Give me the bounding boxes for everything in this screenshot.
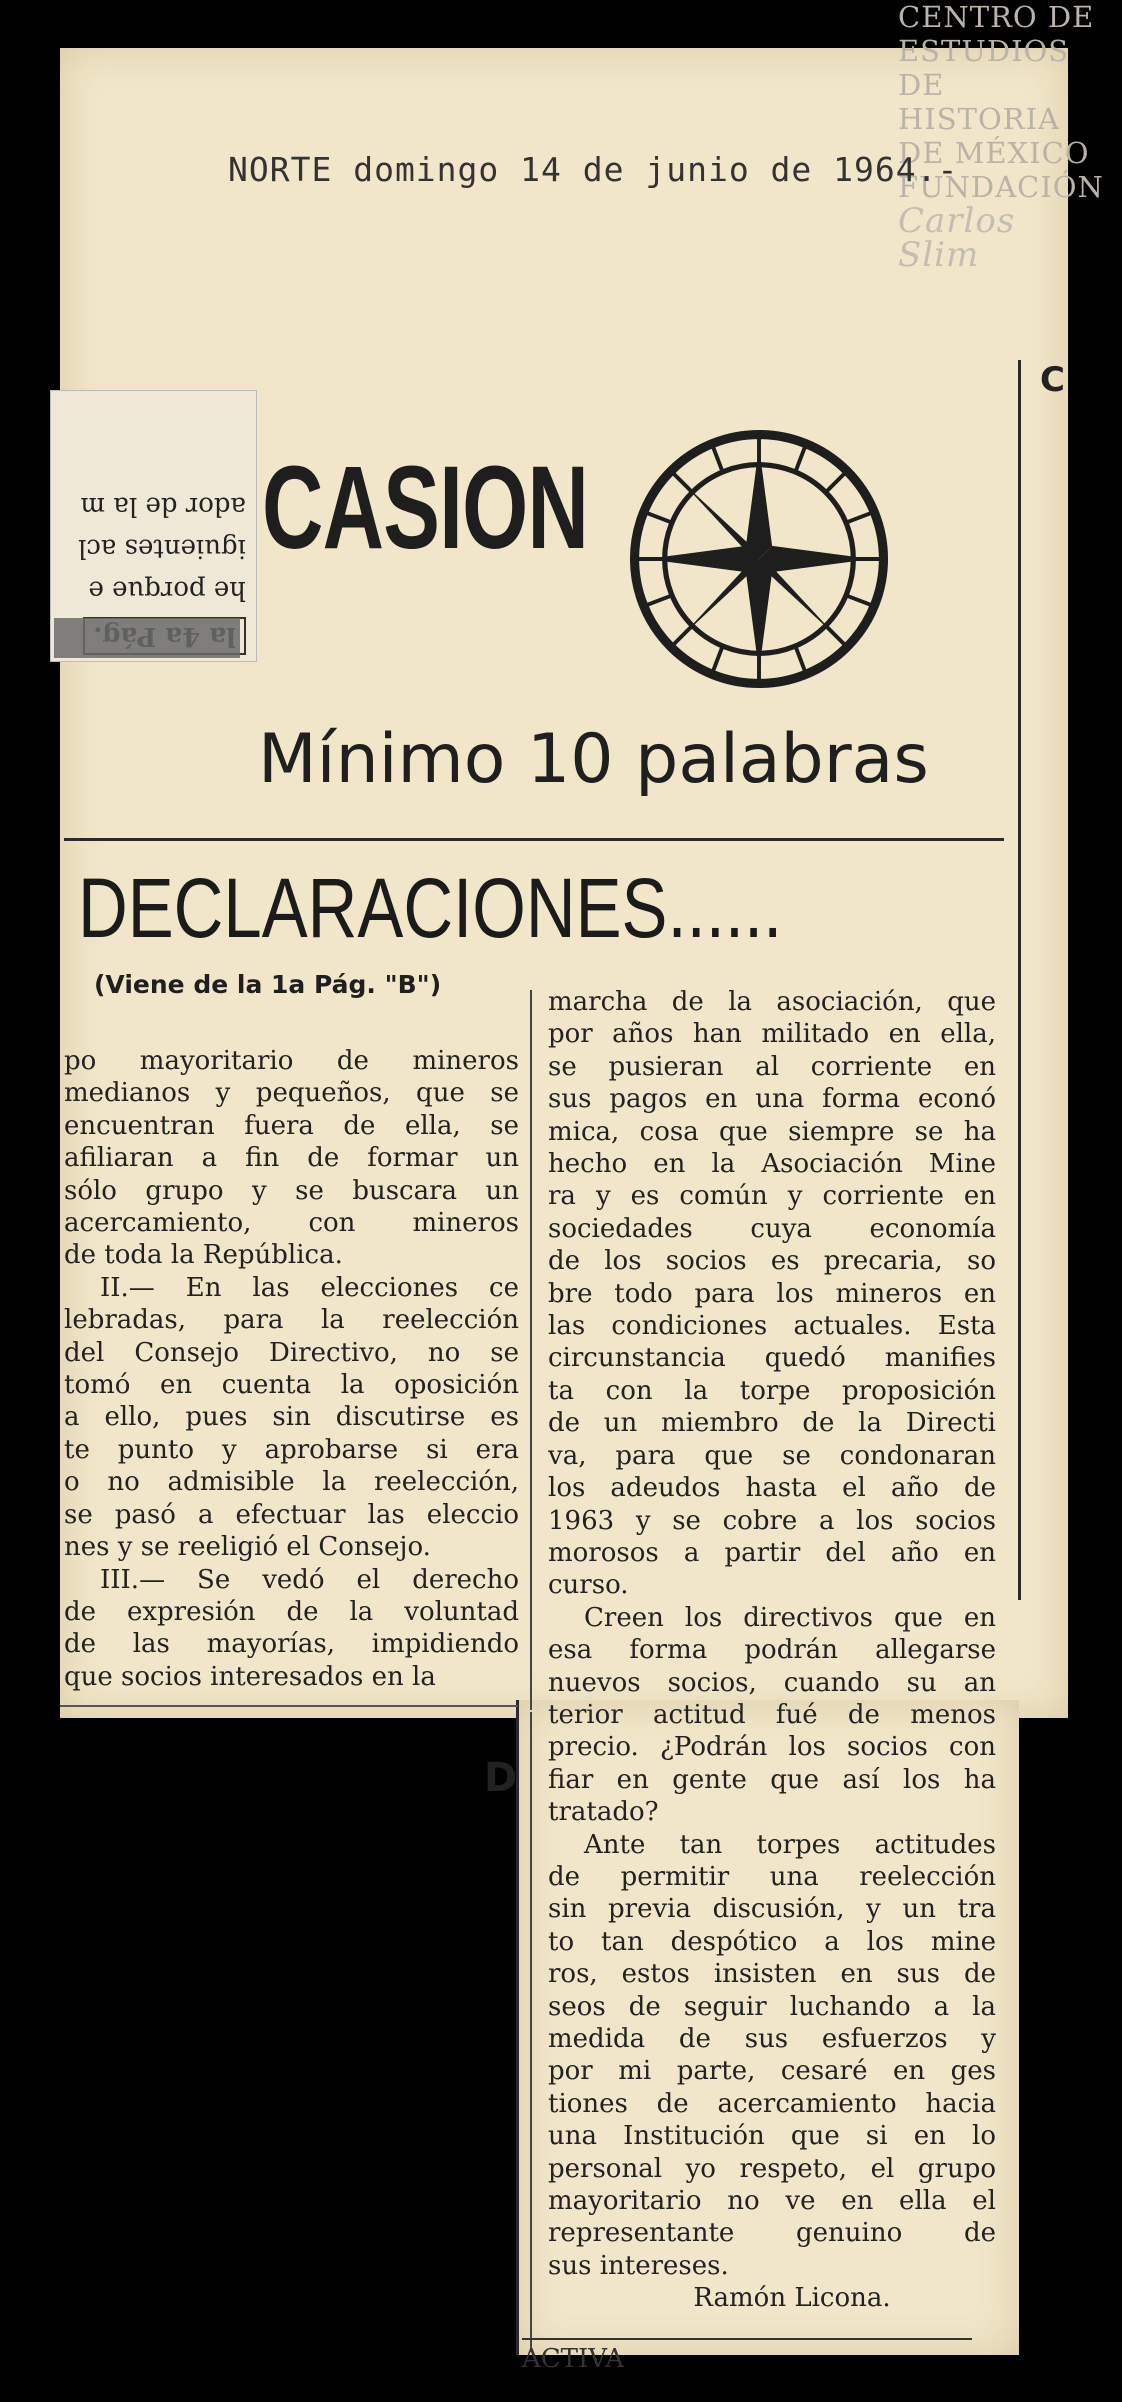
article-line: fiar en gente que así los ha — [548, 1764, 996, 1795]
article-line: precio. ¿Podrán los socios con — [548, 1732, 996, 1763]
article-line: curso. — [548, 1570, 629, 1601]
article-right-column — [548, 986, 996, 2315]
article-line: to tan despótico a los mine — [548, 1926, 996, 1957]
article-line: II.— En las elecciones ce — [100, 1272, 519, 1303]
article-line: del Consejo Directivo, no se — [64, 1337, 519, 1368]
article-line: por mi parte, cesaré en ges — [548, 2056, 996, 2087]
article-line: nuevos socios, cuando su an — [548, 1667, 996, 1698]
article-line: o no admisible la reelección, — [64, 1467, 519, 1498]
article-line: se pasó a efectuar las eleccio — [64, 1499, 519, 1530]
article-line: va, para que se condonaran — [548, 1440, 996, 1471]
article-line: encuentran fuera de ella, se — [64, 1110, 519, 1141]
article-line: esa forma podrán allegarse — [548, 1635, 996, 1666]
article-line: medianos y pequeños, que se — [64, 1078, 519, 1109]
article-line: sólo grupo y se buscara un — [64, 1175, 519, 1206]
article-line: te punto y aprobarse si era — [64, 1434, 519, 1465]
next-article-snippet: ACTIVA — [522, 2338, 972, 2374]
section-divider — [64, 838, 1004, 841]
article-line: lebradas, para la reelección — [64, 1305, 519, 1336]
article-line: marcha de la asociación, que — [548, 987, 996, 1017]
article-line: una Institución que si en lo — [548, 2121, 996, 2152]
article-line: de las mayorías, impidiendo — [64, 1629, 519, 1660]
article-line: bre todo para los mineros en — [548, 1278, 996, 1309]
watermark-line: FUNDACIÓN — [898, 170, 1104, 204]
article-line: sus pagos en una forma econó — [548, 1084, 996, 1115]
watermark-line: CENTRO DE — [898, 0, 1095, 34]
watermark-line: DE HISTORIA — [898, 68, 1060, 136]
article-line: tomó en cuenta la oposición — [64, 1370, 519, 1401]
article-line: Creen los directivos que en — [584, 1602, 996, 1633]
column-end-rule — [60, 1705, 518, 1707]
article-line: nes y se reeligió el Consejo. — [64, 1532, 431, 1563]
watermark-signature: Carlos Slim — [898, 201, 1016, 275]
article-line: de un miembro de la Directi — [548, 1408, 996, 1439]
watermark-line: ESTUDIOS — [898, 34, 1070, 68]
article-line: seos de seguir luchando a la — [548, 1991, 996, 2022]
article-line: ra y es común y corriente en — [548, 1181, 996, 1212]
article-line: medida de sus esfuerzos y — [548, 2024, 996, 2054]
article-line: acercamiento, con mineros — [64, 1208, 519, 1239]
article-line: de expresión de la voluntad — [64, 1596, 519, 1627]
article-line: ta con la torpe proposición — [548, 1375, 996, 1406]
section-title: CASION — [262, 442, 589, 574]
section-subtitle: Mínimo 10 palabras — [258, 720, 929, 799]
compass-rose-icon — [628, 428, 890, 690]
article-line: los adeudos hasta el año de — [548, 1473, 996, 1504]
article-line: hecho en la Asociación Mine — [548, 1149, 996, 1180]
article-line: las condiciones actuales. Esta — [548, 1311, 996, 1342]
article-line: tratado? — [548, 1797, 659, 1828]
article-line: de permitir una reelección — [548, 1861, 996, 1892]
article-line: mayoritario no ve en ella el — [548, 2186, 996, 2217]
article-signature: Ramón Licona. — [693, 2283, 891, 2314]
article-line: Ante tan torpes actitudes — [584, 1829, 996, 1860]
article-line: terior actitud fué de menos — [548, 1699, 996, 1730]
column-divider — [530, 990, 532, 1710]
article-heading: DECLARACIONES...... — [78, 861, 783, 955]
dateline: NORTE domingo 14 de junio de 1964.- — [228, 150, 959, 189]
article-line: afiliaran a fin de formar un — [64, 1143, 519, 1174]
article-line: se pusieran al corriente en — [548, 1051, 996, 1082]
article-line: III.— Se vedó el derecho — [100, 1564, 519, 1595]
continued-from-note: (Viene de la 1a Pág. "B") — [94, 970, 442, 999]
article-line: tiones de acercamiento hacia — [548, 2088, 996, 2119]
stray-letter: D — [484, 1755, 518, 1801]
article-line: sin previa discusión, y un tra — [548, 1894, 996, 1925]
adjacent-column-letter: C — [1040, 360, 1065, 400]
column-divider — [530, 1712, 532, 2352]
watermark-line: DE MÉXICO — [898, 136, 1090, 170]
fragment-line: iguientes acl — [78, 533, 246, 563]
fragment-line: ador de la m — [80, 491, 246, 521]
article-line: morosos a partir del año en — [548, 1537, 996, 1568]
article-line: por años han militado en ella, — [548, 1019, 996, 1050]
article-line: sus intereses. — [548, 2250, 729, 2281]
article-line: 1963 y se cobre a los socios — [548, 1505, 996, 1536]
article-left-column — [64, 1045, 519, 1693]
article-line: que socios interesados en la — [64, 1661, 436, 1692]
article-line: ros, estos insisten en sus de — [548, 1959, 996, 1990]
article-line: circunstancia quedó manifies — [548, 1343, 996, 1374]
article-line: personal yo respeto, el grupo — [548, 2153, 996, 2184]
column-rule — [1018, 360, 1021, 1600]
adhesive-tape — [54, 618, 240, 658]
article-line: po mayoritario de mineros — [64, 1046, 519, 1076]
article-line: de los socios es precaria, so — [548, 1246, 996, 1277]
article-line: de toda la República. — [64, 1240, 343, 1271]
article-line: representante genuino de — [548, 2218, 996, 2249]
archive-watermark — [898, 0, 1108, 275]
article-line: a ello, pues sin discutirse es — [64, 1402, 519, 1433]
article-line: mica, cosa que siempre se ha — [548, 1116, 996, 1147]
article-line: sociedades cuya economía — [548, 1213, 996, 1244]
fragment-line: he porque e — [88, 575, 246, 605]
